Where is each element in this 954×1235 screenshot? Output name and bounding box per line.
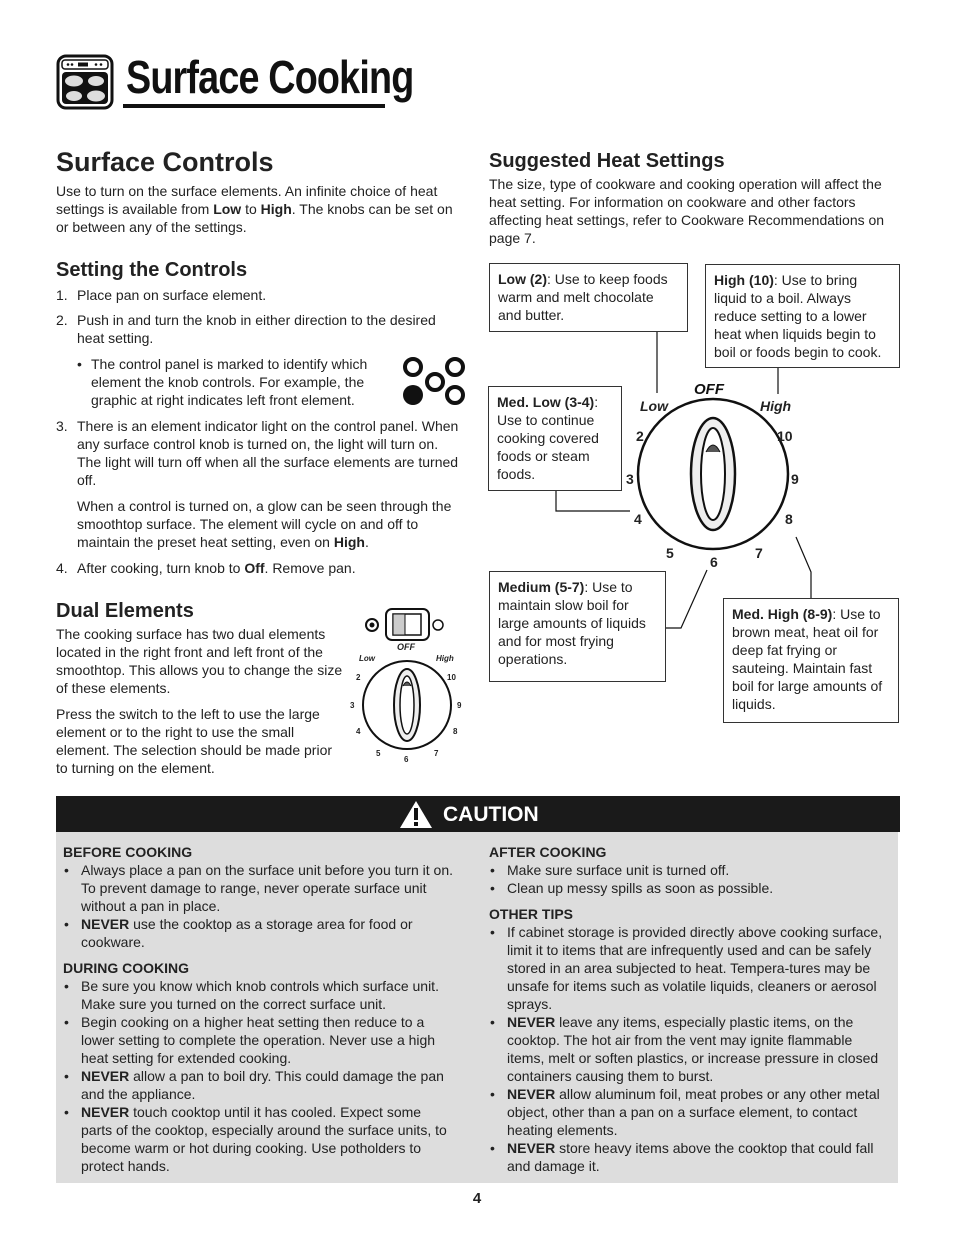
before-cooking-list bbox=[63, 861, 455, 951]
title-underline bbox=[123, 104, 385, 108]
step-text: After cooking, turn knob to bbox=[77, 560, 245, 576]
small-knob-7: 7 bbox=[434, 749, 439, 758]
callout-med-high-label: Med. High (8-9) bbox=[732, 606, 833, 622]
list-item-text: touch cooktop until it has cooled. Expect some parts of the cooktop, especially around the surface units, to become warm or hot during cooking. Use potholders to protect hands. bbox=[81, 1104, 447, 1174]
other-tips-heading: OTHER TIPS bbox=[489, 906, 574, 922]
callout-med-high bbox=[723, 598, 899, 723]
step-number: 2. bbox=[56, 312, 68, 328]
knob-number-10: 10 bbox=[777, 428, 793, 444]
list-item bbox=[63, 1067, 455, 1103]
step-text: Push in and turn the knob in either direction to the desired heat setting. bbox=[77, 312, 436, 346]
callout-high bbox=[705, 264, 900, 368]
during-cooking-list bbox=[63, 977, 455, 1175]
small-knob-8: 8 bbox=[453, 727, 458, 736]
intro-text-part: . The knobs can be set on or between any of the settings. bbox=[56, 201, 453, 235]
knob-number-2: 2 bbox=[636, 428, 644, 444]
caution-left-column bbox=[63, 843, 455, 1175]
list-item: • Always place a pan on the surface unit before you turn it on. To prevent damage to range, never operate surface unit without a pan in place. bbox=[63, 861, 455, 915]
off-bold: Off bbox=[244, 560, 265, 576]
intro-low-bold: Low bbox=[213, 201, 242, 217]
small-knob-2: 2 bbox=[356, 673, 361, 682]
knob-low-label: Low bbox=[640, 398, 668, 414]
surface-controls-heading: Surface Controls bbox=[56, 147, 274, 177]
caution-panel bbox=[56, 832, 898, 1183]
small-knob-4: 4 bbox=[356, 727, 361, 736]
callout-med-low bbox=[488, 386, 622, 491]
suggested-heat-section bbox=[489, 150, 899, 247]
callout-high-text: : Use to bring liquid to a boil. Always reduce setting to a lower heat when liquids begin to boil or foods begin to cook. bbox=[714, 272, 882, 360]
small-knob-high-label: High bbox=[436, 654, 454, 663]
knob-high-label: High bbox=[760, 398, 792, 414]
step-4 bbox=[56, 559, 464, 577]
dual-elements-heading: Dual Elements bbox=[56, 600, 194, 622]
callout-medium-text: : Use to maintain slow boil for large amounts of liquids and for most frying operations. bbox=[498, 579, 646, 667]
after-cooking-heading: AFTER COOKING bbox=[489, 844, 607, 860]
page-title: Surface Cooking bbox=[126, 51, 414, 103]
list-item-text: store heavy items above the cooktop that could fall and damage it. bbox=[507, 1140, 874, 1174]
step-text: There is an element indicator light on the control panel. When any surface control knob is turned on, the light will turn on. The light will turn off when all the surface elements are turned off. bbox=[77, 418, 459, 488]
step-number: 1. bbox=[56, 287, 68, 303]
surface-controls-intro bbox=[56, 182, 456, 236]
caution-title: CAUTION bbox=[443, 803, 539, 826]
step-text: Place pan on surface element. bbox=[77, 287, 267, 303]
surface-controls-section bbox=[56, 147, 456, 236]
list-item: • Clean up messy spills as soon as possible. bbox=[489, 879, 893, 897]
never-bold: NEVER bbox=[507, 1140, 556, 1156]
list-item bbox=[489, 1085, 893, 1139]
knob-number-7: 7 bbox=[755, 545, 763, 561]
list-item bbox=[489, 1013, 893, 1085]
list-item: • Make sure surface unit is turned off. bbox=[489, 861, 893, 879]
step-3-paragraph bbox=[77, 497, 464, 551]
step-2-bullet: • The control panel is marked to identify which element the knob controls. For example, the graphic at right indicates left front element. bbox=[77, 355, 391, 409]
cooktop-icon bbox=[56, 54, 114, 115]
list-item-text: allow aluminum foil, meat probes or any other metal object, other than a pan on a surface element, to contact heating elements. bbox=[507, 1086, 880, 1138]
list-item: • Be sure you know which knob controls which surface unit. Make sure you turned on the correct surface unit. bbox=[63, 977, 455, 1013]
list-item bbox=[63, 915, 455, 951]
left-front-element-indicator-icon bbox=[402, 356, 468, 413]
dual-elements-para-2: Press the switch to the left to use the large element or to the right to use the small element. The selection should be made prior to turning on the element. bbox=[56, 706, 333, 776]
step-text: . Remove pan. bbox=[264, 560, 356, 576]
never-bold: NEVER bbox=[81, 916, 130, 932]
caution-right-column bbox=[489, 843, 893, 1175]
page-number: 4 bbox=[472, 1190, 482, 1207]
knob-number-5: 5 bbox=[666, 545, 674, 561]
callout-med-low-label: Med. Low (3-4) bbox=[497, 394, 595, 410]
small-knob-9: 9 bbox=[457, 701, 462, 710]
step-text: When a control is turned on, a glow can be seen through the smoothtop surface. The element will cycle on and off to maintain the preset heat setting, even on bbox=[77, 498, 452, 550]
list-item bbox=[63, 1103, 455, 1175]
knob-number-9: 9 bbox=[791, 471, 799, 487]
list-item: • If cabinet storage is provided directly above cooking surface, limit it to items that are infrequently used and can be safely stored in an area subjected to heat. Tempera-tures may be unsafe for items such as volatile liquids, cleaners or aerosol sprays. bbox=[489, 923, 893, 1013]
suggested-heat-intro: The size, type of cookware and cooking operation will affect the heat setting. For information on cookware and other factors affecting heat settings, refer to Cookware Recommendations on page 7. bbox=[489, 176, 885, 246]
small-knob-5: 5 bbox=[376, 749, 381, 758]
list-item bbox=[489, 1139, 893, 1175]
knob-number-6: 6 bbox=[710, 554, 718, 570]
small-knob-6: 6 bbox=[404, 755, 409, 764]
step-number: 4. bbox=[56, 560, 68, 576]
setting-controls-section bbox=[56, 259, 464, 577]
callout-med-low-text: : Use to continue cooking covered foods or steam foods. bbox=[497, 394, 599, 482]
callout-medium bbox=[489, 571, 666, 682]
step-number: 3. bbox=[56, 418, 68, 434]
callout-high-label: High (10) bbox=[714, 272, 774, 288]
never-bold: NEVER bbox=[81, 1068, 130, 1084]
small-knob-off-label: OFF bbox=[397, 642, 415, 652]
list-item-text: allow a pan to boil dry. This could damage the pan and the appliance. bbox=[81, 1068, 444, 1102]
steps-list bbox=[56, 286, 464, 577]
small-knob-3: 3 bbox=[350, 701, 355, 710]
knob-number-8: 8 bbox=[785, 511, 793, 527]
callout-low-label: Low (2) bbox=[498, 271, 547, 287]
callout-low-text: : Use to keep foods warm and melt chocolate and butter. bbox=[498, 271, 668, 323]
never-bold: NEVER bbox=[507, 1014, 556, 1030]
knob-number-3: 3 bbox=[626, 471, 634, 487]
high-bold: High bbox=[333, 534, 365, 550]
step-text: . bbox=[364, 534, 369, 550]
during-cooking-heading: DURING COOKING bbox=[63, 960, 189, 976]
knob-off-label: OFF bbox=[694, 381, 724, 398]
intro-text-part: to bbox=[241, 201, 261, 217]
setting-controls-heading: Setting the Controls bbox=[56, 259, 248, 281]
never-bold: NEVER bbox=[81, 1104, 130, 1120]
list-item: • Begin cooking on a higher heat setting then reduce to a lower setting to complete the operation. Never use a high heat setting for extended cooking. bbox=[63, 1013, 455, 1067]
caution-banner bbox=[56, 796, 900, 832]
small-knob-low-label: Low bbox=[359, 654, 375, 663]
knob-number-4: 4 bbox=[634, 511, 642, 527]
step-3 bbox=[56, 417, 464, 551]
never-bold: NEVER bbox=[507, 1086, 556, 1102]
before-cooking-heading: BEFORE COOKING bbox=[63, 844, 193, 860]
callout-med-high-text: : Use to brown meat, heat oil for deep fat frying or sauteing. Maintain fast boil for large amounts of liquids. bbox=[732, 606, 883, 712]
after-cooking-list bbox=[489, 861, 893, 897]
dual-elements-para-1: The cooking surface has two dual elements located in the right front and left front of the smoothtop. This allows you to change the size of these elements. bbox=[56, 626, 343, 696]
warning-triangle-icon bbox=[399, 800, 433, 829]
callout-low bbox=[489, 263, 688, 332]
step-1 bbox=[56, 286, 464, 304]
other-tips-list bbox=[489, 923, 893, 1175]
list-item-text: leave any items, especially plastic items, on the cooktop. The hot air from the vent may ignite flammable items, melt or soften plastics, or increase pressure in closed containers causing them to burst. bbox=[507, 1014, 879, 1084]
list-item-text: use the cooktop as a storage area for food or cookware. bbox=[81, 916, 413, 950]
intro-high-bold: High bbox=[260, 201, 292, 217]
intro-text-part: Use to turn on the surface elements. An infinite choice of heat settings is available from bbox=[56, 183, 438, 217]
dual-switch-knob-illustration bbox=[345, 604, 475, 774]
small-knob-10: 10 bbox=[447, 673, 456, 682]
dual-elements-section bbox=[56, 600, 346, 777]
suggested-heat-heading: Suggested Heat Settings bbox=[489, 150, 725, 172]
callout-medium-label: Medium (5-7) bbox=[498, 579, 585, 595]
